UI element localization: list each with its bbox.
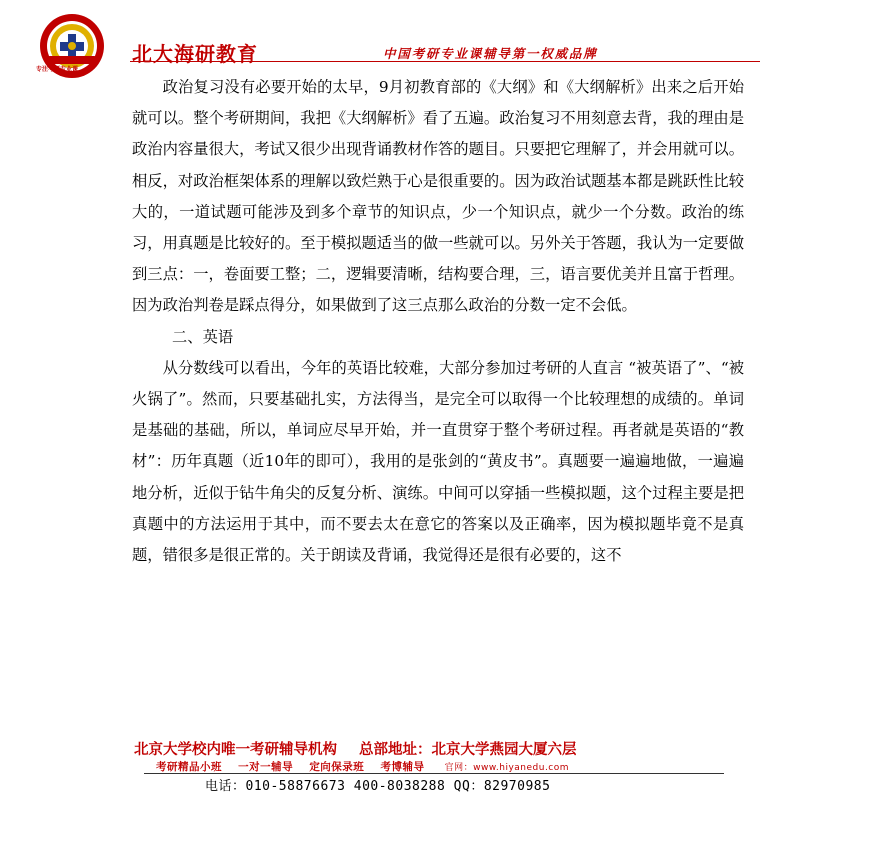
footer-service-item: 考博辅导 [380, 761, 425, 773]
footer-address: 总部地址：北京大学燕园大厦六层 [359, 742, 577, 758]
brand-name: 北大海研教育 [132, 42, 258, 66]
footer-contact: 电话：010-58876673 400-8038288 QQ：82970985 [205, 779, 551, 794]
footer-service-item: 考研精品小班 [156, 761, 222, 773]
paragraph-politics: 政治复习没有必要开始的太早，9月初教育部的《大纲》和《大纲解析》出来之后开始就可以。整个考研期间，我把《大纲解析》看了五遍。政治复习不用刻意去背，我的理由是政治内容量很大，考试又很少出现背诵教材作答的题目。只要把它理解了，并会用就可以。相反，对政治框架体系的理解以致烂熟于心是很重要的。因为政治试题基本都是跳跃性比较大的，一道试题可能涉及到多个章节的知识点，少一个知识点，就少一个分数。政治的练习，用真题是比较好的。至于模拟题适当的做一些就可以。另外关于答题，我认为一定要做到三点：一，卷面要工整；二，逻辑要清晰，结构要合理，三，语言要优美并且富于哲理。因为政治判卷是踩点得分，如果做到了这三点那么政治的分数一定不会低。 [132, 78, 744, 315]
footer-services-line [156, 759, 581, 774]
footer-website[interactable]: 官网：www.hiyanedu.com [444, 763, 570, 773]
paragraph-english: 从分数线可以看出，今年的英语比较难，大部分参加过考研的人直言 “被英语了”、“被火锅了”。然而，只要基础扎实，方法得当，是完全可以取得一个比较理想的成绩的。单词是基础的基础，所以，单词应尽早开始，并一直贯穿于整个考研过程。再者就是英语的“教材”：历年真题（近10年的即可），我用的是张剑的“黄皮书”。真题要一遍遍地做，一遍遍地分析，近似于钻牛角尖的反复分析、演练。中间可以穿插一些模拟题，这个过程主要是把真题中的方法运用于其中，而不要去太在意它的答案以及正确率，因为模拟题毕竟不是真题，错很多是很正常的。关于朗读及背诵，我觉得还是很有必要的，这不 [132, 358, 744, 565]
header-divider [130, 61, 760, 62]
footer-divider [144, 773, 724, 774]
section-heading-english: 二、英语 [172, 327, 234, 346]
brand-slogan: 中国考研专业课辅导第一权威品牌 [383, 46, 598, 61]
footer-institution-line [134, 738, 577, 759]
footer-institution: 北京大学校内唯一考研辅导机构 [134, 742, 337, 758]
document-body [132, 72, 744, 571]
footer-service-item: 定向保录班 [309, 761, 365, 773]
footer-service-item: 一对一辅导 [238, 761, 294, 773]
logo-caption: 专注考研专业课 [36, 66, 79, 73]
